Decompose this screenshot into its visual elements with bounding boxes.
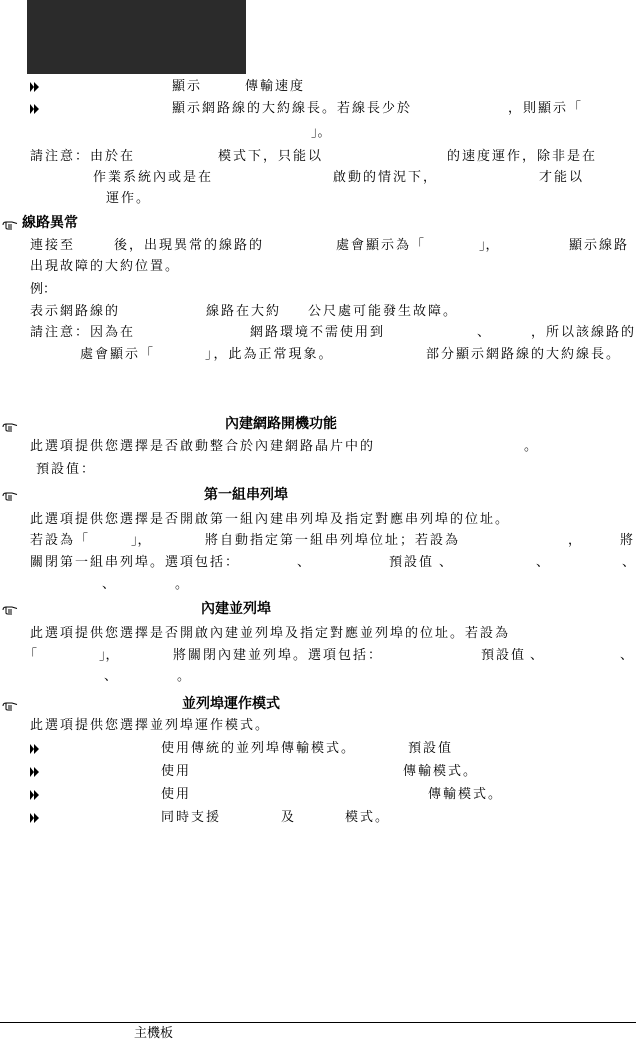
pointing-hand-icon: [2, 604, 18, 614]
mode-option-text: 使用傳統的並列埠傳輸模式。: [161, 741, 357, 756]
mode-option-text: 使用: [161, 787, 192, 802]
header-image-block: [27, 0, 246, 74]
mode-option-text: 及: [281, 810, 295, 825]
body-text: 公尺處可能發生故障。: [308, 304, 459, 319]
body-text: 出現故障的大約位置。: [30, 259, 181, 274]
note-text: 才能以: [539, 170, 585, 185]
body-text: 例：: [30, 282, 57, 297]
body-text: 網路環境不需使用到: [250, 325, 386, 340]
body-text: 此選項提供您選擇是否啟動整合於內建網路晶片中的: [30, 439, 376, 454]
body-text: 、: [620, 648, 634, 663]
double-arrow-bullet-icon: [30, 767, 39, 777]
section-heading: 線路異常: [22, 215, 78, 231]
body-text: 、: [622, 555, 636, 570]
section-heading: 第一組串列埠: [204, 487, 288, 503]
mode-option-text: 傳輸模式。: [428, 787, 504, 802]
body-text: 此選項提供您選擇是否開啟內建並列埠及指定對應並列埠的位址。若設為: [30, 626, 511, 641]
mode-option-text: 使用: [161, 764, 192, 779]
footer-rule: [0, 1022, 636, 1023]
mode-option-text: 傳輸模式。: [403, 764, 479, 779]
body-text: 。: [524, 439, 538, 454]
footer-label: 主機板: [134, 1026, 174, 1041]
body-text: 、: [102, 577, 116, 592]
note-text: 的速度運作，除非是在: [447, 149, 598, 164]
double-arrow-bullet-icon: [30, 82, 39, 92]
body-text: ，所以該線路的: [531, 325, 636, 340]
body-text: 、: [104, 669, 118, 684]
body-text: 「: [24, 648, 38, 663]
body-text: 線路在大約: [206, 304, 282, 319]
body-text: 預設值: [389, 555, 435, 570]
body-text: 此選項提供您選擇並列埠運作模式。: [30, 718, 271, 733]
double-arrow-bullet-icon: [30, 813, 39, 823]
mode-option-text: 預設值: [408, 741, 454, 756]
note-text: 請注意：由於在: [30, 149, 136, 164]
body-text: 、: [530, 648, 544, 663]
body-text: 顯示線路: [569, 238, 630, 253]
body-text: 處會顯示為「: [336, 238, 427, 253]
line-text: 傳輸速度: [245, 79, 306, 94]
body-text: 」，: [99, 648, 119, 663]
body-text: 、: [297, 555, 311, 570]
body-text: 若設為「: [30, 533, 91, 548]
body-text: ，: [568, 533, 582, 548]
double-arrow-bullet-icon: [30, 744, 39, 754]
body-text: 」，此為正常現象。: [205, 347, 334, 362]
body-text: 預設值: [481, 648, 527, 663]
section-heading: 內建網路開機功能: [225, 416, 337, 432]
section-heading: 內建並列埠: [201, 601, 271, 617]
body-text: 後，出現異常的線路的: [114, 238, 265, 253]
note-text: 模式下，只能以: [218, 149, 324, 164]
body-text: 關閉第一組串列埠。選項包括：: [30, 555, 241, 570]
body-text: 部分顯示網路線的大約線長。: [426, 347, 622, 362]
pointing-hand-icon: [2, 219, 18, 229]
line-text: ，則顯示「: [508, 101, 584, 116]
body-text: 、: [536, 555, 550, 570]
body-text: 」，: [131, 533, 151, 548]
double-arrow-bullet-icon: [30, 790, 39, 800]
note-text: 啟動的情況下，: [333, 170, 439, 185]
body-text: 將自動指定第一組串列埠位址；若設為: [205, 533, 461, 548]
body-text: 此選項提供您選擇是否開啟第一組內建串列埠及指定對應串列埠的位址。: [30, 512, 511, 527]
note-text: 作業系統內或是在: [93, 170, 214, 185]
body-text: 。: [175, 577, 189, 592]
body-text: 連接至: [30, 238, 76, 253]
section-heading: 並列埠運作模式: [182, 696, 280, 712]
body-text: 預設值：: [36, 462, 97, 477]
line-text: 顯示網路線的大約線長。若線長少於: [172, 101, 413, 116]
pointing-hand-icon: [2, 490, 18, 500]
body-text: 將: [620, 533, 634, 548]
line-text: 」。: [311, 125, 331, 140]
body-text: 。: [177, 669, 191, 684]
double-arrow-bullet-icon: [30, 104, 39, 114]
mode-option-text: 同時支援: [161, 810, 222, 825]
mode-option-text: 模式。: [345, 810, 391, 825]
pointing-hand-icon: [2, 421, 18, 431]
line-text: 顯示: [172, 79, 203, 94]
body-text: 將關閉內建並列埠。選項包括：: [173, 648, 384, 663]
note-text: 運作。: [106, 191, 152, 206]
body-text: 請注意：因為在: [30, 325, 136, 340]
pointing-hand-icon: [2, 700, 18, 710]
body-text: 處會顯示「: [80, 347, 156, 362]
body-text: 、: [439, 555, 453, 570]
body-text: 表示網路線的: [30, 304, 121, 319]
body-text: 、: [477, 325, 491, 340]
body-text: 」，: [479, 238, 499, 253]
